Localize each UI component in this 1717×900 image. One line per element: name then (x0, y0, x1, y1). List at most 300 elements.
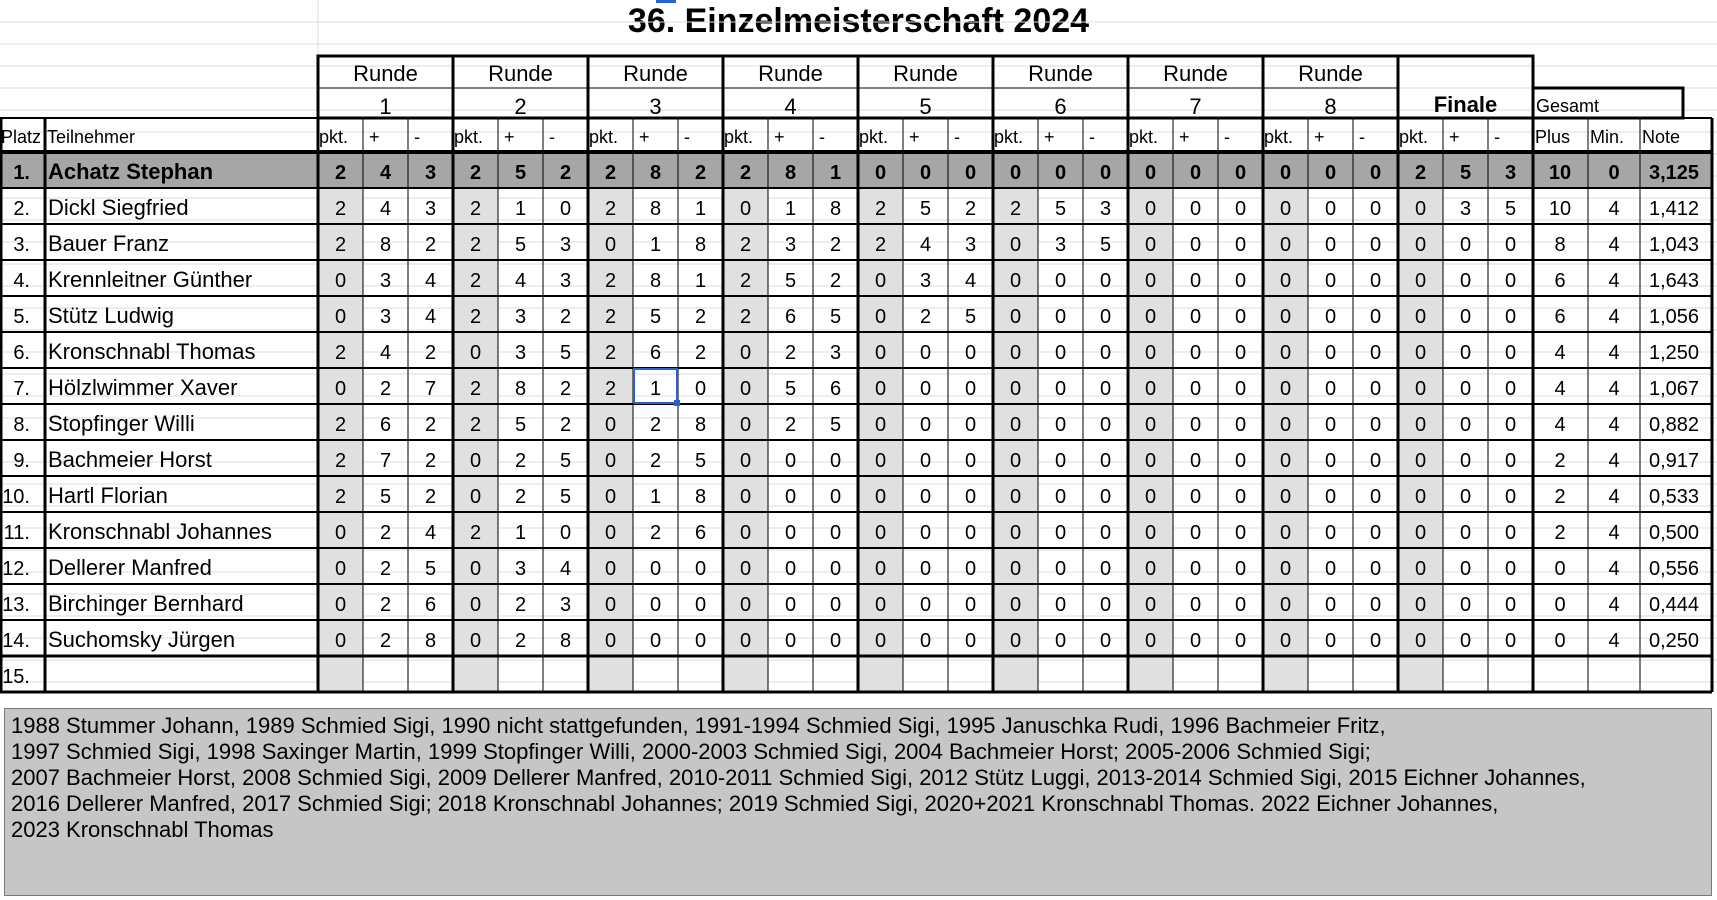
row-name: Hölzlwimmer Xaver (48, 375, 238, 400)
row-score: 0 (694, 378, 707, 400)
row-score: 0 (1324, 306, 1337, 328)
col-header-minus: - (1359, 127, 1365, 147)
row-score: 0 (1324, 630, 1337, 652)
row-score: 0 (334, 630, 347, 652)
row-score: 0 (334, 270, 347, 292)
row-score: 0 (919, 450, 932, 472)
row-score: 0 (1009, 378, 1022, 400)
row-score: 2 (784, 342, 797, 364)
row-score: 1 (694, 270, 707, 292)
row-score: 2 (829, 270, 842, 292)
col-header-minus: - (1494, 127, 1500, 147)
row-score: 0 (1234, 234, 1247, 256)
row-score: 0 (1099, 378, 1112, 400)
row-score: 0 (1054, 378, 1067, 400)
row-score: 0 (1369, 378, 1382, 400)
round-label: Runde (893, 61, 958, 86)
row-score: 0 (604, 450, 617, 472)
row-score: 0 (739, 198, 752, 220)
row-score: 0 (1459, 486, 1472, 508)
row-score: 0 (469, 558, 482, 580)
col-header-plus: + (774, 127, 785, 147)
row-score: 3 (559, 234, 572, 256)
row-score: 0 (964, 378, 977, 400)
history-line: 1997 Schmied Sigi, 1998 Saxinger Martin, 1999 Stopfinger Willi, 2000-2003 Schmied Sigi, 2004 Bachmeier Horst; 2005-2006 Schmied Sigi; (11, 739, 1371, 764)
row-score: 0 (469, 630, 482, 652)
row-score: 5 (784, 378, 797, 400)
row-plus-total: 10 (1548, 198, 1572, 220)
row-score: 0 (1189, 486, 1202, 508)
row-note: 0,444 (1648, 594, 1700, 616)
row-score: 0 (964, 414, 977, 436)
row-score: 0 (1279, 486, 1292, 508)
row-score: 0 (1054, 270, 1067, 292)
row-score: 1 (514, 198, 527, 220)
row-score: 0 (604, 486, 617, 508)
row-score: 5 (379, 486, 392, 508)
row-name: Suchomsky Jürgen (48, 627, 236, 652)
row-score: 0 (1144, 234, 1157, 256)
row-score: 0 (1369, 450, 1382, 472)
row-score: 0 (1234, 306, 1247, 328)
row-score: 0 (1459, 414, 1472, 436)
row-min-total: 4 (1608, 198, 1620, 220)
row-score: 0 (1369, 198, 1382, 220)
row-score: 0 (784, 594, 797, 616)
row-score: 2 (604, 342, 617, 364)
row-score: 0 (559, 522, 572, 544)
row-score: 0 (1099, 630, 1112, 652)
row-score: 0 (919, 378, 932, 400)
row-score: 2 (469, 234, 482, 256)
row-score: 2 (334, 198, 347, 220)
row-score: 5 (694, 450, 707, 472)
row-score: 0 (1189, 522, 1202, 544)
row-score: 0 (1504, 594, 1517, 616)
row-score: 0 (1504, 522, 1517, 544)
row-score: 2 (649, 414, 662, 436)
row-score: 0 (559, 198, 572, 220)
row-score: 2 (334, 450, 347, 472)
row-score: 3 (1504, 162, 1517, 184)
row-score: 0 (739, 522, 752, 544)
row-score: 0 (784, 450, 797, 472)
row-plus-total: 8 (1554, 234, 1566, 256)
row-score: 0 (784, 558, 797, 580)
row-score: 0 (964, 522, 977, 544)
row-score: 0 (1189, 630, 1202, 652)
row-score: 0 (874, 162, 887, 184)
row-score: 2 (334, 162, 347, 184)
row-score: 2 (829, 234, 842, 256)
row-score: 2 (964, 198, 977, 220)
row-score: 0 (1009, 630, 1022, 652)
row-score: 0 (964, 558, 977, 580)
fill-handle[interactable] (674, 400, 680, 406)
row-score: 2 (694, 162, 707, 184)
row-score: 0 (1324, 522, 1337, 544)
row-score: 2 (469, 198, 482, 220)
row-score: 0 (604, 234, 617, 256)
col-header-pkt: pkt. (319, 127, 349, 147)
row-score: 0 (829, 594, 842, 616)
row-score: 0 (1459, 306, 1472, 328)
row-min-total: 4 (1608, 558, 1620, 580)
row-score: 0 (1009, 162, 1022, 184)
row-score: 3 (1459, 198, 1472, 220)
row-score: 2 (604, 162, 617, 184)
row-score: 0 (1099, 342, 1112, 364)
row-score: 0 (1234, 450, 1247, 472)
row-score: 0 (1414, 306, 1427, 328)
row-min-total: 4 (1608, 414, 1620, 436)
row-score: 0 (1324, 486, 1337, 508)
row-score: 0 (1099, 594, 1112, 616)
row-score: 0 (1234, 162, 1247, 184)
row-note: 1,643 (1648, 270, 1700, 292)
row-score: 5 (424, 558, 437, 580)
col-header-minus: - (549, 127, 555, 147)
page-title: 36. Einzelmeisterschaft 2024 (627, 2, 1090, 40)
row-score: 2 (424, 342, 437, 364)
row-score: 0 (1414, 486, 1427, 508)
row-score: 0 (1234, 522, 1247, 544)
row-score: 0 (1369, 630, 1382, 652)
row-score: 6 (649, 342, 662, 364)
row-score: 1 (649, 486, 662, 508)
row-score: 3 (559, 270, 572, 292)
row-score: 2 (559, 162, 572, 184)
row-score: 0 (1279, 522, 1292, 544)
col-header-pkt: pkt. (1399, 127, 1429, 147)
row-score: 2 (469, 306, 482, 328)
row-score: 0 (1144, 198, 1157, 220)
row-score: 4 (424, 306, 437, 328)
row-score: 0 (1009, 234, 1022, 256)
row-plus-total: 0 (1554, 594, 1566, 616)
row-min-total: 4 (1608, 522, 1620, 544)
row-score: 0 (1144, 270, 1157, 292)
row-note: 3,125 (1648, 162, 1700, 184)
row-score: 0 (469, 450, 482, 472)
row-plus-total: 6 (1554, 270, 1566, 292)
row-score: 0 (1189, 450, 1202, 472)
row-score: 4 (559, 558, 572, 580)
row-score: 0 (784, 522, 797, 544)
col-header-plus: + (639, 127, 650, 147)
row-score: 0 (1414, 270, 1427, 292)
gesamt-label: Gesamt (1536, 96, 1600, 116)
row-score: 8 (424, 630, 437, 652)
finale-label: Finale (1433, 92, 1498, 117)
row-score: 5 (829, 306, 842, 328)
row-score: 0 (469, 342, 482, 364)
row-score: 0 (649, 630, 662, 652)
row-score: 0 (1504, 450, 1517, 472)
row-score: 3 (514, 306, 527, 328)
row-score: 0 (1279, 630, 1292, 652)
row-score: 0 (739, 486, 752, 508)
row-score: 0 (1234, 342, 1247, 364)
row-score: 3 (964, 234, 977, 256)
row-score: 2 (469, 378, 482, 400)
row-score: 0 (1189, 558, 1202, 580)
row-score: 0 (469, 486, 482, 508)
row-score: 0 (1504, 306, 1517, 328)
row-score: 7 (424, 378, 437, 400)
row-score: 0 (1279, 270, 1292, 292)
row-score: 0 (1279, 306, 1292, 328)
col-header-platz: Platz (1, 127, 42, 147)
row-score: 8 (694, 414, 707, 436)
row-score: 5 (514, 162, 527, 184)
row-score: 3 (1099, 198, 1112, 220)
row-score: 4 (424, 522, 437, 544)
row-note: 0,250 (1648, 630, 1700, 652)
leader-row-highlight (0, 152, 1712, 188)
row-score: 2 (649, 522, 662, 544)
col-header-pkt: pkt. (589, 127, 619, 147)
row-note: 0,917 (1648, 450, 1700, 472)
row-score: 5 (919, 198, 932, 220)
row-score: 2 (739, 306, 752, 328)
row-note: 0,533 (1648, 486, 1700, 508)
round-number: 5 (919, 94, 932, 119)
row-score: 2 (379, 558, 392, 580)
row-score: 0 (1144, 306, 1157, 328)
row-platz: 6. (13, 342, 30, 364)
row-score: 0 (604, 630, 617, 652)
row-score: 0 (784, 630, 797, 652)
row-score: 0 (1189, 270, 1202, 292)
round-label: Runde (1028, 61, 1093, 86)
col-header-plus-total: Plus (1535, 127, 1571, 147)
row-score: 0 (1369, 306, 1382, 328)
row-score: 2 (514, 486, 527, 508)
row-score: 5 (559, 486, 572, 508)
row-score: 2 (469, 162, 482, 184)
row-score: 0 (1459, 378, 1472, 400)
row-score: 0 (964, 342, 977, 364)
row-score: 0 (1369, 414, 1382, 436)
row-score: 0 (1054, 630, 1067, 652)
row-score: 5 (514, 414, 527, 436)
row-note: 1,250 (1648, 342, 1700, 364)
row-score: 0 (829, 450, 842, 472)
row-score: 0 (694, 558, 707, 580)
row-score: 0 (1459, 522, 1472, 544)
row-name: Birchinger Bernhard (48, 591, 244, 616)
row-score: 0 (1414, 630, 1427, 652)
row-score: 0 (1504, 414, 1517, 436)
row-score: 0 (1459, 630, 1472, 652)
row-score: 0 (1504, 378, 1517, 400)
row-score: 0 (1144, 450, 1157, 472)
row-score: 1 (694, 198, 707, 220)
row-score: 0 (1504, 342, 1517, 364)
row-score: 3 (829, 342, 842, 364)
row-score: 0 (1279, 414, 1292, 436)
row-score: 3 (379, 306, 392, 328)
row-platz: 1. (13, 162, 30, 184)
col-header-pkt: pkt. (859, 127, 889, 147)
row-score: 0 (334, 522, 347, 544)
row-score: 2 (424, 450, 437, 472)
row-score: 5 (1459, 162, 1472, 184)
row-score: 0 (1054, 522, 1067, 544)
row-min-total: 4 (1608, 234, 1620, 256)
row-score: 0 (739, 414, 752, 436)
row-score: 0 (1234, 594, 1247, 616)
row-score: 8 (784, 162, 797, 184)
row-score: 0 (469, 594, 482, 616)
row-platz: 13. (2, 594, 30, 616)
row-score: 8 (649, 198, 662, 220)
row-score: 5 (559, 342, 572, 364)
row-score: 0 (1189, 594, 1202, 616)
row-note: 1,056 (1648, 306, 1700, 328)
row-score: 4 (424, 270, 437, 292)
row-score: 2 (559, 378, 572, 400)
row-score: 0 (874, 450, 887, 472)
row-score: 5 (964, 306, 977, 328)
row-score: 0 (829, 486, 842, 508)
row-platz: 7. (13, 378, 30, 400)
row-score: 1 (649, 378, 662, 400)
row-score: 2 (469, 270, 482, 292)
history-line: 2016 Dellerer Manfred, 2017 Schmied Sigi; 2018 Kronschnabl Johannes; 2019 Schmied Sigi, 2020+2021 Kronschnabl Thomas. 2022 Eichner Johannes, (11, 791, 1499, 816)
row-score: 4 (964, 270, 977, 292)
row-score: 2 (379, 378, 392, 400)
row-score: 8 (694, 486, 707, 508)
row-score: 2 (334, 342, 347, 364)
row-note: 0,556 (1648, 558, 1700, 580)
col-header-minus: - (819, 127, 825, 147)
row-score: 4 (379, 342, 392, 364)
row-score: 0 (784, 486, 797, 508)
row-score: 2 (559, 414, 572, 436)
row-name: Bauer Franz (48, 231, 170, 256)
row-score: 2 (604, 306, 617, 328)
row-score: 8 (649, 162, 662, 184)
row-score: 3 (514, 558, 527, 580)
row-score: 0 (1144, 414, 1157, 436)
row-score: 0 (1234, 198, 1247, 220)
row-score: 5 (1099, 234, 1112, 256)
row-score: 0 (1324, 342, 1337, 364)
row-score: 0 (604, 594, 617, 616)
row-score: 0 (1144, 558, 1157, 580)
round-number: 1 (379, 94, 392, 119)
row-plus-total: 4 (1554, 378, 1566, 400)
col-header-plus: + (1179, 127, 1190, 147)
row-score: 0 (1504, 270, 1517, 292)
row-score: 0 (1234, 378, 1247, 400)
row-score: 3 (1054, 234, 1067, 256)
row-score: 0 (1054, 594, 1067, 616)
col-header-minus: - (1089, 127, 1095, 147)
row-platz: 8. (13, 414, 30, 436)
row-score: 0 (964, 486, 977, 508)
row-score: 0 (1324, 162, 1337, 184)
row-score: 0 (1144, 522, 1157, 544)
row-score: 0 (1414, 198, 1427, 220)
row-score: 0 (1459, 342, 1472, 364)
row-score: 5 (829, 414, 842, 436)
row-score: 0 (1414, 558, 1427, 580)
row-score: 0 (1324, 450, 1337, 472)
row-score: 0 (1234, 630, 1247, 652)
row-plus-total: 4 (1554, 414, 1566, 436)
row-name: Dellerer Manfred (48, 555, 212, 580)
row-score: 0 (1279, 594, 1292, 616)
row-score: 0 (1189, 162, 1202, 184)
row-score: 0 (334, 594, 347, 616)
row-score: 2 (514, 630, 527, 652)
row-score: 0 (874, 378, 887, 400)
row-score: 0 (1504, 486, 1517, 508)
row-score: 0 (739, 378, 752, 400)
row-score: 0 (739, 558, 752, 580)
row-score: 0 (1009, 594, 1022, 616)
row-plus-total: 4 (1554, 342, 1566, 364)
history-line: 2007 Bachmeier Horst, 2008 Schmied Sigi, 2009 Dellerer Manfred, 2010-2011 Schmied Sigi, 2012 Stütz Luggi, 2013-2014 Schmied Sigi, 2015 Eichner Johannes, (11, 765, 1586, 790)
row-name: Stütz Ludwig (48, 303, 174, 328)
row-score: 0 (1279, 378, 1292, 400)
row-score: 4 (514, 270, 527, 292)
round-number: 2 (514, 94, 527, 119)
row-score: 8 (379, 234, 392, 256)
round-label: Runde (1163, 61, 1228, 86)
history-box[interactable] (4, 708, 1712, 896)
row-plus-total: 6 (1554, 306, 1566, 328)
row-score: 0 (919, 522, 932, 544)
row-score: 0 (919, 162, 932, 184)
row-score: 0 (1054, 450, 1067, 472)
row-note: 1,067 (1648, 378, 1700, 400)
row-score: 0 (919, 594, 932, 616)
row-score: 2 (604, 270, 617, 292)
row-score: 2 (874, 198, 887, 220)
round-number: 4 (784, 94, 797, 119)
row-plus-total: 2 (1554, 450, 1566, 472)
row-score: 0 (1324, 270, 1337, 292)
row-score: 3 (424, 198, 437, 220)
row-score: 0 (739, 630, 752, 652)
row-name: Krennleitner Günther (48, 267, 253, 292)
history-line: 2023 Kronschnabl Thomas (11, 817, 274, 842)
row-score: 0 (1189, 414, 1202, 436)
row-score: 0 (1054, 162, 1067, 184)
row-score: 2 (919, 306, 932, 328)
row-score: 0 (1369, 162, 1382, 184)
row-score: 0 (649, 594, 662, 616)
row-score: 0 (829, 522, 842, 544)
row-platz: 14. (2, 630, 30, 652)
row-score: 0 (1009, 414, 1022, 436)
row-score: 3 (919, 270, 932, 292)
row-score: 0 (1054, 558, 1067, 580)
row-score: 0 (1189, 198, 1202, 220)
row-score: 0 (1324, 558, 1337, 580)
row-platz: 11. (3, 522, 30, 544)
row-score: 0 (739, 450, 752, 472)
row-min-total: 4 (1608, 450, 1620, 472)
row-score: 0 (1459, 594, 1472, 616)
col-header-pkt: pkt. (994, 127, 1024, 147)
row-score: 0 (1144, 342, 1157, 364)
row-score: 0 (829, 558, 842, 580)
